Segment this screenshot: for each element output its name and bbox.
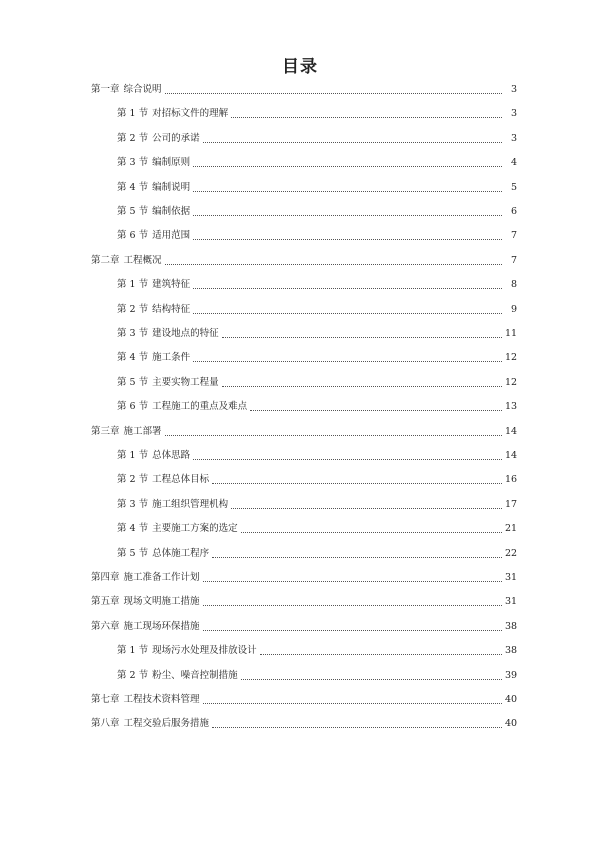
toc-entry-label: 主要实物工程量 xyxy=(152,376,219,388)
toc-entry-number: 第 1 节 xyxy=(117,108,149,120)
toc-entry-page: 38 xyxy=(505,620,518,632)
toc-entry-label: 粉尘、噪音控制措施 xyxy=(152,669,238,681)
toc-entry-page: 12 xyxy=(505,352,518,364)
toc-entry-number: 第 3 节 xyxy=(117,328,149,339)
leader-dots xyxy=(241,678,502,680)
toc-entry-number: 第 5 节 xyxy=(117,547,149,559)
leader-dots xyxy=(165,434,502,436)
toc-entry-section[interactable] xyxy=(0,226,600,242)
leader-dots xyxy=(193,165,502,167)
toc-entry-label: 综合说明 xyxy=(123,84,162,95)
toc-entry-page: 11 xyxy=(505,328,518,339)
leader-dots xyxy=(222,336,502,338)
toc-entry-section[interactable] xyxy=(0,470,600,486)
toc-entry-label: 工程概况 xyxy=(123,254,162,266)
toc-entry-label: 总体思路 xyxy=(152,450,191,461)
toc-entry-page: 6 xyxy=(510,206,517,217)
toc-entry-number: 第 1 节 xyxy=(117,450,149,461)
leader-dots xyxy=(203,604,502,606)
toc-entry-label: 工程交验后服务措施 xyxy=(123,718,210,730)
toc-entry-section[interactable] xyxy=(0,202,600,218)
leader-dots xyxy=(193,190,502,192)
leader-dots xyxy=(231,116,502,118)
toc-entry-page: 8 xyxy=(510,279,517,291)
toc-entry-number: 第 5 节 xyxy=(117,206,149,217)
leader-dots xyxy=(222,385,502,387)
leader-dots xyxy=(193,287,502,289)
toc-entry-label: 主要施工方案的选定 xyxy=(152,523,238,535)
toc-entry-label: 工程技术资料管理 xyxy=(123,694,200,705)
toc-entry-section[interactable] xyxy=(0,348,600,364)
leader-dots xyxy=(203,141,502,143)
toc-entry-label: 建设地点的特征 xyxy=(152,328,219,339)
toc-entry-page: 9 xyxy=(510,303,517,315)
toc-entry-page: 7 xyxy=(510,230,517,242)
toc-entry-number: 第 3 节 xyxy=(117,498,149,510)
toc-entry-section[interactable] xyxy=(0,666,600,682)
toc-entry-number: 第 2 节 xyxy=(117,474,149,486)
toc-entry-number: 第六章 xyxy=(91,620,120,632)
leader-dots xyxy=(212,556,502,558)
toc-entry-page: 3 xyxy=(510,84,517,95)
toc-entry-section[interactable] xyxy=(0,373,600,389)
toc-entry-page: 40 xyxy=(505,718,518,730)
toc-entry-chapter[interactable] xyxy=(0,568,600,584)
toc-entry-number: 第七章 xyxy=(91,694,120,705)
toc-entry-page: 17 xyxy=(505,498,518,510)
toc-entry-number: 第 6 节 xyxy=(117,401,149,413)
toc-entry-page: 40 xyxy=(505,694,518,705)
toc-entry-page: 31 xyxy=(505,572,518,583)
toc-entry-page: 22 xyxy=(505,547,518,559)
toc-entry-label: 施工准备工作计划 xyxy=(123,572,200,583)
toc-entry-section[interactable] xyxy=(0,129,600,145)
toc-entry-label: 编制依据 xyxy=(152,206,191,217)
toc-entry-page: 3 xyxy=(510,132,517,144)
toc-entry-page: 16 xyxy=(505,474,518,486)
toc-entry-label: 适用范围 xyxy=(152,230,191,242)
leader-dots xyxy=(250,409,502,411)
toc-entry-page: 21 xyxy=(505,523,518,535)
toc-entry-page: 3 xyxy=(510,108,517,120)
toc-entry-number: 第 4 节 xyxy=(117,181,149,193)
toc-entry-label: 对招标文件的理解 xyxy=(152,108,229,120)
toc-entry-label: 编制原则 xyxy=(152,157,191,169)
leader-dots xyxy=(165,92,502,94)
leader-dots xyxy=(203,580,502,582)
toc-entry-label: 现场污水处理及排放设计 xyxy=(152,645,257,657)
toc-entry-label: 施工组织管理机构 xyxy=(152,498,229,510)
toc-entry-number: 第一章 xyxy=(91,84,120,95)
toc-entry-chapter[interactable] xyxy=(0,714,600,730)
leader-dots xyxy=(260,653,502,655)
toc-entry-label: 编制说明 xyxy=(152,181,191,193)
leader-dots xyxy=(203,629,502,631)
toc-entry-page: 14 xyxy=(505,425,518,437)
leader-dots xyxy=(212,726,502,728)
toc-entry-label: 结构特征 xyxy=(152,303,191,315)
toc-entry-page: 38 xyxy=(505,645,518,657)
toc-entry-label: 施工部署 xyxy=(123,425,162,437)
toc-entry-page: 5 xyxy=(510,181,517,193)
toc-title: 目录 xyxy=(282,57,318,77)
toc-entry-section[interactable] xyxy=(0,544,600,560)
leader-dots xyxy=(193,312,502,314)
toc-entry-number: 第 4 节 xyxy=(117,352,149,364)
toc-entry-page: 39 xyxy=(505,669,518,681)
toc-entry-number: 第 5 节 xyxy=(117,376,149,388)
toc-entry-page: 31 xyxy=(505,596,518,608)
leader-dots xyxy=(193,360,502,362)
toc-entry-number: 第 2 节 xyxy=(117,303,149,315)
toc-entry-section[interactable] xyxy=(0,178,600,194)
toc-entry-chapter[interactable] xyxy=(0,617,600,633)
toc-entry-number: 第 6 节 xyxy=(117,230,149,242)
toc-entry-chapter[interactable] xyxy=(0,592,600,608)
toc-entry-number: 第 2 节 xyxy=(117,132,149,144)
toc-entry-number: 第 2 节 xyxy=(117,669,149,681)
toc-entry-chapter[interactable] xyxy=(0,251,600,267)
toc-entry-page: 7 xyxy=(510,254,517,266)
toc-entry-number: 第 3 节 xyxy=(117,157,149,169)
toc-entry-section[interactable] xyxy=(0,495,600,511)
toc-entry-label: 施工现场环保措施 xyxy=(123,620,200,632)
toc-entry-number: 第八章 xyxy=(91,718,120,730)
toc-entry-section[interactable] xyxy=(0,104,600,120)
toc-entry-label: 工程施工的重点及难点 xyxy=(152,401,248,413)
toc-entry-page: 13 xyxy=(505,401,518,413)
leader-dots xyxy=(193,238,502,240)
toc-entry-label: 工程总体目标 xyxy=(152,474,210,486)
toc-entry-chapter[interactable] xyxy=(0,80,600,96)
toc-entry-label: 施工条件 xyxy=(152,352,191,364)
toc-entry-page: 4 xyxy=(510,157,517,169)
toc-entry-section[interactable] xyxy=(0,641,600,657)
toc-entry-page: 14 xyxy=(505,450,518,461)
leader-dots xyxy=(231,507,502,509)
toc-entry-number: 第二章 xyxy=(91,254,120,266)
toc-entry-label: 现场文明施工措施 xyxy=(123,596,200,608)
toc-entry-number: 第五章 xyxy=(91,596,120,608)
leader-dots xyxy=(165,263,502,265)
toc-entry-section[interactable] xyxy=(0,519,600,535)
toc-entry-chapter[interactable] xyxy=(0,690,600,706)
leader-dots xyxy=(193,214,502,216)
toc-entry-chapter[interactable] xyxy=(0,422,600,438)
toc-entry-section[interactable] xyxy=(0,324,600,340)
toc-entry-number: 第三章 xyxy=(91,425,120,437)
leader-dots xyxy=(193,458,502,460)
toc-entry-number: 第 4 节 xyxy=(117,523,149,535)
toc-entry-section[interactable] xyxy=(0,446,600,462)
toc-entry-section[interactable] xyxy=(0,275,600,291)
leader-dots xyxy=(212,482,502,484)
leader-dots xyxy=(241,531,502,533)
toc-entry-page: 12 xyxy=(505,376,518,388)
toc-entry-number: 第四章 xyxy=(91,572,120,583)
toc-entry-number: 第 1 节 xyxy=(117,279,149,291)
toc-entry-label: 总体施工程序 xyxy=(152,547,210,559)
toc-entry-label: 公司的承诺 xyxy=(152,132,200,144)
leader-dots xyxy=(203,702,502,704)
toc-entry-section[interactable] xyxy=(0,397,600,413)
toc-entry-number: 第 1 节 xyxy=(117,645,149,657)
toc-entry-label: 建筑特征 xyxy=(152,279,191,291)
toc-entry-section[interactable] xyxy=(0,300,600,316)
toc-entry-section[interactable] xyxy=(0,153,600,169)
